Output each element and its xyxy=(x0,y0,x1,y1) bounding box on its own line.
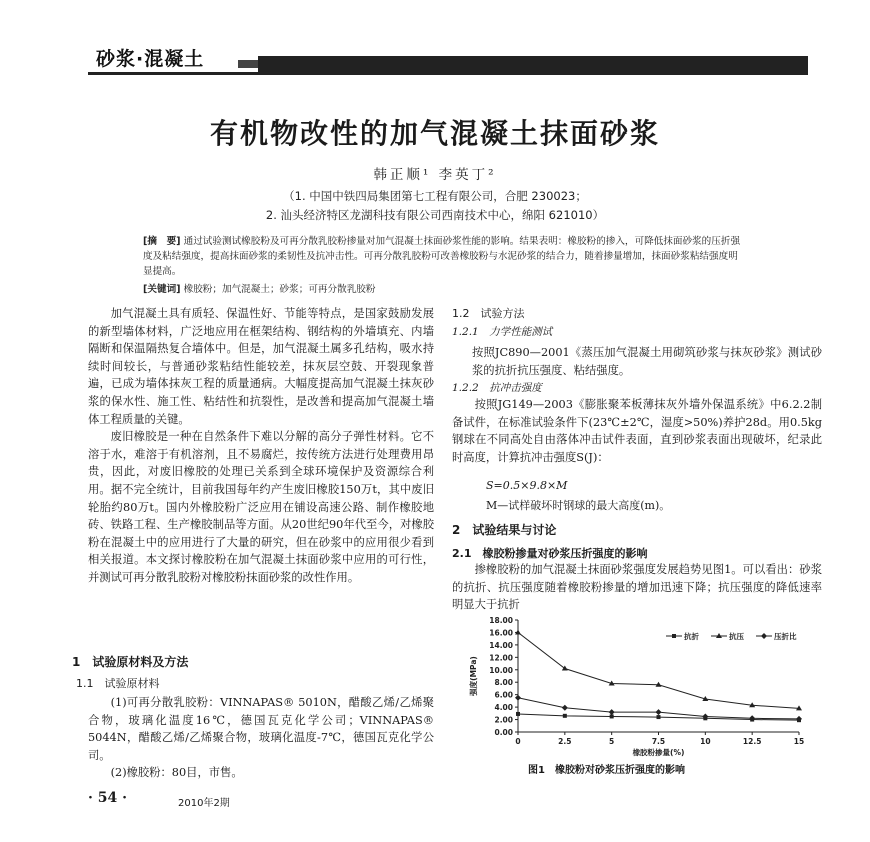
y-tick-label: 16.00 xyxy=(489,628,513,638)
data-point xyxy=(749,715,755,721)
y-tick-label: 18.00 xyxy=(489,616,513,625)
paper-title: 有机物改性的加气混凝土抹面砂浆 xyxy=(209,117,660,150)
paragraph xyxy=(472,344,822,379)
paragraph-text: 按照JG149—2003《膨胀聚苯板薄抹灰外墙外保温系统》中6.2.2制备试件，在标准试验条件下(23℃±2℃，湿度>50%)养护28d。用0.5kg钢球在不同高处自由落体冲击试件表面，直到砂浆表面出现破坏，纪录此时高度，计算抗冲击强度S(J)： xyxy=(452,398,822,464)
data-point xyxy=(562,705,568,711)
legend-label: 抗压 xyxy=(729,632,744,641)
data-point xyxy=(609,709,615,715)
section-heading-1-1: 1.1 试验原材料 xyxy=(76,677,160,690)
y-tick-label: 0.00 xyxy=(494,728,513,737)
legend-marker xyxy=(672,634,676,638)
series-line-2 xyxy=(518,632,799,708)
legend-marker xyxy=(761,633,767,639)
material-item: (1)可再分散乳胶粉：VINNAPAS® 5010N，醋酸乙烯/乙烯聚合物，玻璃化温度16℃，德国瓦克化学公司；VINNAPAS® 5044N，醋酸乙烯/乙烯聚合物，玻璃化温度-7℃，德国瓦克化学公司。 xyxy=(88,696,434,762)
y-tick-label: 10.00 xyxy=(489,665,513,675)
section-heading-1-2-1: 1.2.1 力学性能测试 xyxy=(452,326,553,338)
y-tick-label: 4.00 xyxy=(494,703,513,713)
y-tick-label: 14.00 xyxy=(489,640,513,650)
data-point xyxy=(562,666,568,671)
y-tick-label: 6.00 xyxy=(494,690,513,700)
paragraph xyxy=(452,396,822,466)
paragraph: 废旧橡胶是一种在自然条件下难以分解的高分子弹性材料。它不溶于水，难溶于有机溶剂，且不易腐烂，按传统方法进行处理费用昂贵，因此，对废旧橡胶的处理已关系到全球环境保护及资源综合利用。据不完全统计，目前我国每年约产生废旧橡胶150万t，其中废旧轮胎约80万t。国内外橡胶粉广泛应用在铺设高速公路、制作橡胶地砖、铁路工程、生产橡胶制品等方面。从20世纪90年代至今，对橡胶粉在混凝土中的应用进行了大量的研究，但在砂浆中的应用很少看到相关报道。本文探讨橡胶粉在加气混凝土抹面砂浆中应用的可行性，并测试可再分散乳胶粉对橡胶粉抹面砂浆的改性作用。 xyxy=(88,430,434,584)
data-point xyxy=(563,714,567,718)
formula: S=0.5×9.8×M xyxy=(486,479,568,492)
x-tick-label: 2.5 xyxy=(558,737,572,746)
formula-note: M—试样破坏时钢球的最大高度(m)。 xyxy=(486,499,671,512)
data-point xyxy=(656,709,662,715)
x-tick-label: 12.5 xyxy=(742,737,762,746)
affiliation-1: （1. 中国中铁四局集团第七工程有限公司，合肥 230023； xyxy=(283,189,587,203)
paragraph-text: 按照JC890—2001《蒸压加气混凝土用砌筑砂浆与抹灰砂浆》测试砂浆的抗折抗压强度、粘结强度。 xyxy=(472,346,822,377)
y-tick-label: 2.00 xyxy=(494,715,513,725)
section-label: 砂浆·混凝土 xyxy=(96,48,205,70)
data-point xyxy=(796,716,802,722)
data-point xyxy=(515,695,521,701)
authors: 韩正顺¹ 李英丁² xyxy=(373,167,497,183)
keywords xyxy=(143,282,745,297)
keywords-label: [关键词] xyxy=(143,284,181,295)
data-point xyxy=(516,712,520,716)
paragraph xyxy=(452,561,822,614)
section-heading-1-2-2: 1.2.2 抗冲击强度 xyxy=(452,382,542,394)
legend-label: 压折比 xyxy=(774,632,797,641)
page-number: · 54 · xyxy=(88,790,127,806)
x-tick-label: 0 xyxy=(515,737,521,746)
x-tick-label: 10 xyxy=(700,737,711,746)
issue-info: 2010年2期 xyxy=(178,798,230,809)
affiliation-2: 2. 汕头经济特区龙湖科技有限公司西南技术中心，绵阳 621010） xyxy=(265,208,605,222)
section-heading-1-2: 1.2 试验方法 xyxy=(452,307,525,320)
legend-label: 抗折 xyxy=(684,632,699,641)
keywords-text: 橡胶粉；加气混凝土；砂浆；可再分散乳胶粉 xyxy=(183,284,376,295)
abstract-text: 通过试验测试橡胶粉及可再分散乳胶粉掺量对加气混凝土抹面砂浆性能的影响。结果表明：橡胶粉的掺入，可降低抹面砂浆的压折强度及粘结强度，提高抹面砂浆的柔韧性及抗冲击性。可再分散乳胶粉可改善橡胶粉与水泥砂浆的结合力，随着掺量增加，抹面砂浆粘结强度明显提高。 xyxy=(143,236,741,277)
section-heading-2-1: 2.1 橡胶粉掺量对砂浆压折强度的影响 xyxy=(452,547,648,560)
materials-list xyxy=(88,694,434,782)
left-column-body xyxy=(88,305,434,587)
abstract xyxy=(143,234,745,279)
section-heading-2: 2 试验结果与讨论 xyxy=(452,523,557,537)
material-item: (2)橡胶粉：80目，市售。 xyxy=(110,766,243,780)
x-axis-label: 橡胶粉掺量(%) xyxy=(632,748,685,757)
data-point xyxy=(657,715,661,719)
y-tick-label: 8.00 xyxy=(494,678,513,688)
x-tick-label: 7.5 xyxy=(651,737,666,746)
x-tick-label: 15 xyxy=(793,737,805,746)
abstract-label: [摘 要] xyxy=(143,236,181,247)
section-heading-1: 1 试验原材料及方法 xyxy=(72,655,189,669)
y-tick-label: 12.00 xyxy=(489,653,513,663)
paragraph-text: 掺橡胶粉的加气混凝土抹面砂浆强度发展趋势见图1。可以看出：砂浆的抗折、抗压强度随着橡胶粉掺量的增加迅速下降；抗压强度的降低速率明显大于抗折 xyxy=(452,563,822,612)
x-tick-label: 5 xyxy=(609,737,615,746)
figure-caption: 图1 橡胶粉对砂浆压折强度的影响 xyxy=(528,765,685,776)
figure-1-chart xyxy=(466,614,816,758)
paragraph: 加气混凝土具有质轻、保温性好、节能等特点，是国家鼓励发展的新型墙体材料，广泛地应用在框架结构、钢结构的外墙填充、内墙隔断和保温隔热复合墙体中。但是，加气混凝土属多孔结构，吸水持续时间较长，与普通砂浆粘结性能较差，抹灰层空鼓、开裂现象普遍，已成为墙体抹灰工程的质量通病。大幅度提高加气混凝土抹灰砂浆的保水性、施工性、粘结性和抗裂性，是改善和提高加气混凝土墙体工程质量的关键。 xyxy=(88,307,434,426)
y-axis-label: 强度(MPa) xyxy=(469,656,478,696)
